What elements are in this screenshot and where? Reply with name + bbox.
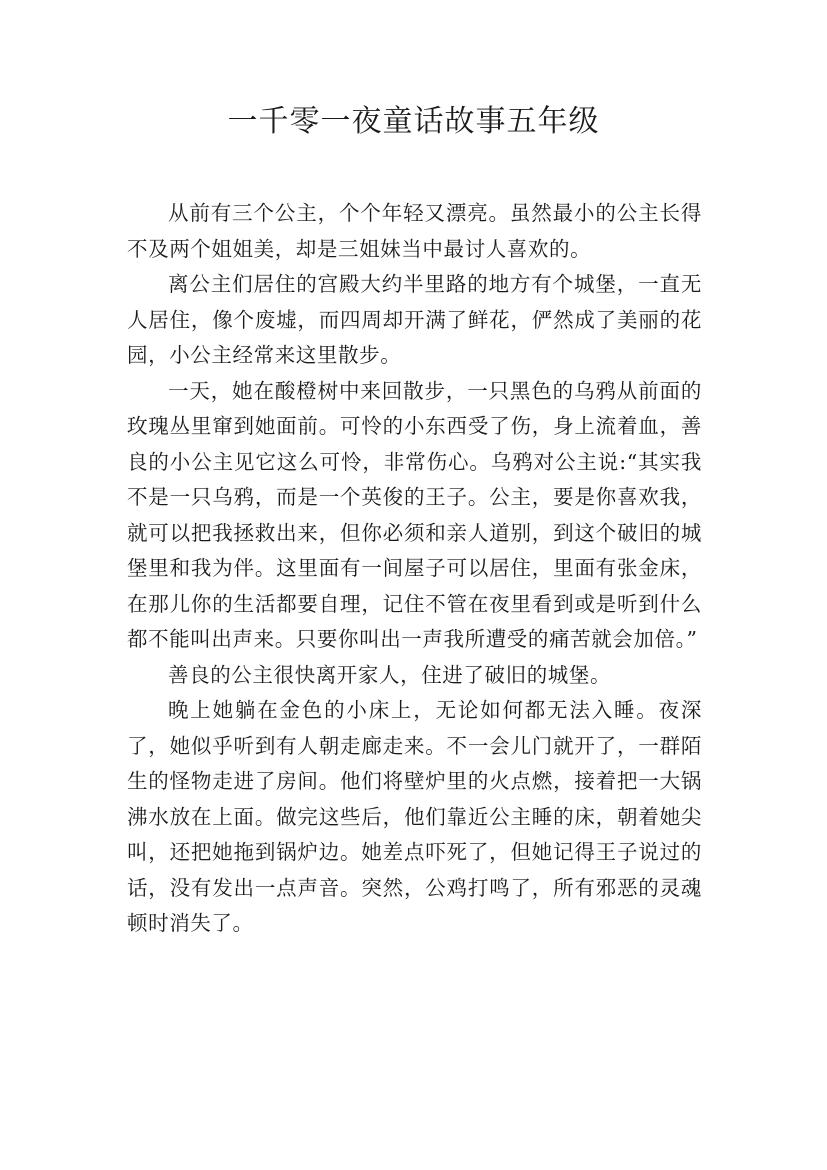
paragraph: 从前有三个公主，个个年轻又漂亮。虽然最小的公主长得不及两个姐姐美，却是三姐妹当中最讨人喜欢的。	[127, 201, 702, 261]
paragraph: 善良的公主很快离开家人，住进了破旧的城堡。	[168, 662, 612, 687]
paragraph: 一天，她在酸橙树中来回散步，一只黑色的乌鸦从前面的玫瑰丛里窜到她面前。可怜的小东西受了伤，身上流着血，善良的小公主见它这么可怜，非常伤心。乌鸦对公主说:“其实我不是一只乌鸦，而是一个英俊的王子。公主，要是你喜欢我，就可以把我拯救出来，但你必须和亲人道别，到这个破旧的城堡里和我为伴。这里面有一间屋子可以居住，里面有张金床，在那儿你的生活都要自理，记住不管在夜里看到或是听到什么都不能叫出声来。只要你叫出一声我所遭受的痛苦就会加倍。”	[127, 378, 702, 651]
paragraph: 晚上她躺在金色的小床上，无论如何都无法入睡。夜深了，她似乎听到有人朝走廊走来。不一会儿门就开了，一群陌生的怪物走进了房间。他们将壁炉里的火点燃，接着把一大锅沸水放在上面。做完这些后，他们靠近公主睡的床，朝着她尖叫，还把她拖到锅炉边。她差点吓死了，但她记得王子说过的话，没有发出一点声音。突然，公鸡打鸣了，所有邪恶的灵魂顿时消失了。	[127, 698, 702, 935]
paragraph: 离公主们居住的宫殿大约半里路的地方有个城堡，一直无人居住，像个废墟，而四周却开满了鲜花，俨然成了美丽的花园，小公主经常来这里散步。	[127, 272, 702, 367]
document-title: 一千零一夜童话故事五年级	[227, 104, 600, 139]
document-body	[127, 196, 702, 942]
